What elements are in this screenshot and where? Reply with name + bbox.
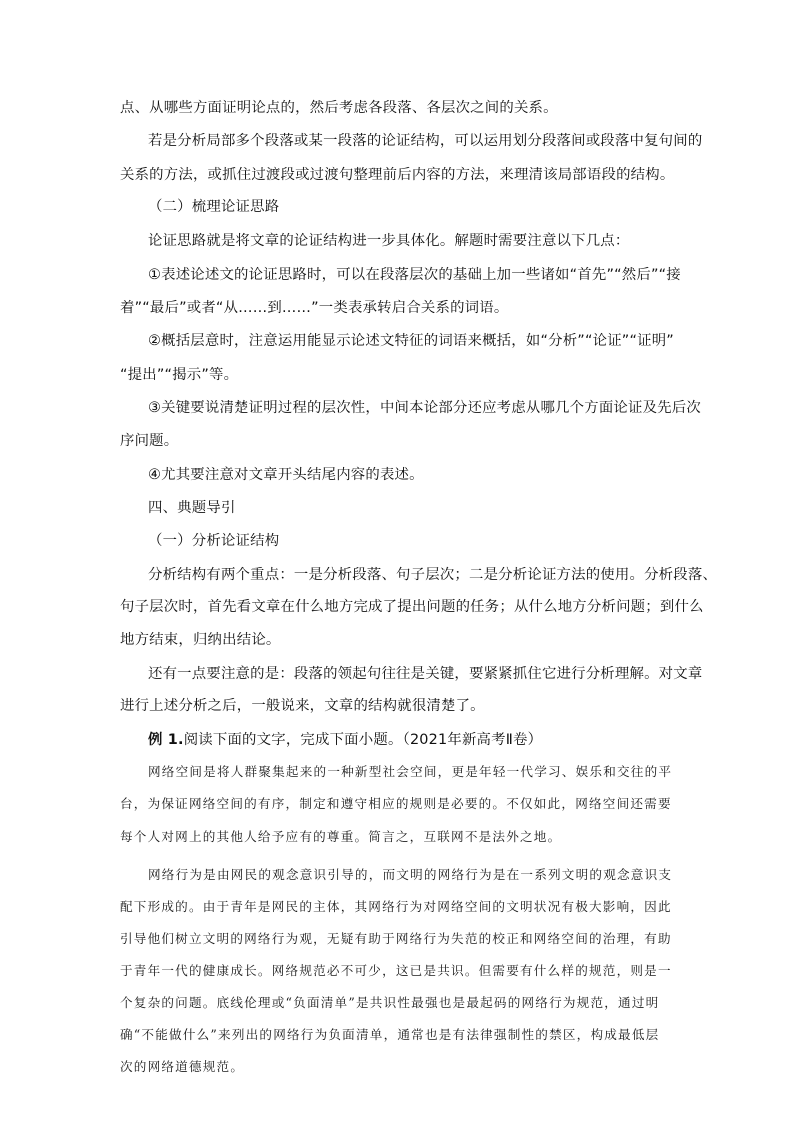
example-instruction: 阅读下面的文字，完成下面小题。（2021年新高考Ⅱ卷） <box>183 732 543 748</box>
point-1-line-1: ①表述论述文的论证思路时，可以在段落层次的基础上加一些诸如“首先”“然后”“接 <box>148 267 681 283</box>
structure-paragraph-line-3: 地方结束，归纳出结论。 <box>120 632 281 648</box>
note-paragraph-line-2: 进行上述分析之后，一般说来，文章的结构就很清楚了。 <box>120 698 485 714</box>
passage-paragraph-2-line-2: 配下形成的。由于青年是网民的主体，其网络行为对网络空间的文明状况有极大影响，因此 <box>120 899 672 914</box>
passage-paragraph-1-line-2: 台，为保证网络空间的有序，制定和遵守相应的规则是必要的。不仅如此，网络空间还需要 <box>120 796 672 811</box>
note-paragraph-line-1: 还有一点要注意的是：段落的领起句往往是关键，要紧紧抓住它进行分析理解。对文章 <box>148 666 703 682</box>
section-heading-argument-thinking: （二）梳理论证思路 <box>148 199 280 215</box>
passage-paragraph-2-line-6: 确“不能做什么”来列出的网络行为负面清单，通常也是有法律强制性的禁区，构成最低层 <box>120 1027 660 1042</box>
structure-paragraph-line-2: 句子层次时，首先看文章在什么地方完成了提出问题的任务；从什么地方分析问题；到什么 <box>120 599 704 615</box>
point-4: ④尤其要注意对文章开头结尾内容的表述。 <box>148 467 424 483</box>
passage-paragraph-2-line-3: 引导他们树立文明的网络行为观，无疑有助于网络行为失范的校正和网络空间的治理，有助 <box>120 931 672 946</box>
point-1-line-2: 着”“最后”或者“从……到……”一类表承转启合关系的词语。 <box>120 300 509 316</box>
passage-paragraph-2-line-5: 个复杂的问题。底线伦理或“负面清单”是共识性最强也是最起码的网络行为规范，通过明 <box>120 995 660 1010</box>
example-label: 例 1. <box>148 732 184 748</box>
point-2-line-1: ②概括层意时，注意运用能显示论述文特征的词语来概括，如“分析”“论证”“证明” <box>148 333 674 349</box>
paragraph-thinking-lead: 论证思路就是将文章的论证结构进一步具体化。解题时需要注意以下几点： <box>148 233 630 249</box>
point-3-line-1: ③关键要说清楚证明过程的层次性，中间本论部分还应考虑从哪几个方面论证及先后次 <box>148 400 701 416</box>
paragraph-continuation: 点、从哪些方面证明论点的，然后考虑各段落、各层次之间的关系。 <box>120 100 558 116</box>
passage-paragraph-1-line-3: 每个人对网上的其他人给予应有的尊重。简言之，互联网不是法外之地。 <box>120 829 562 844</box>
point-2-line-2: “提出”“揭示”等。 <box>120 367 239 383</box>
subsection-heading-analyze-structure: （一）分析论证结构 <box>148 533 280 549</box>
passage-paragraph-1-line-1: 网络空间是将人群聚集起来的一种新型社会空间，更是年轻一代学习、娱乐和交往的平 <box>148 764 673 779</box>
paragraph-local-structure-1: 若是分析局部多个段落或某一段落的论证结构，可以运用划分段落间或段落中复句间的 <box>148 133 703 149</box>
document-body <box>120 98 718 1074</box>
point-3-line-2: 序问题。 <box>120 433 179 449</box>
passage-paragraph-2-line-1: 网络行为是由网民的观念意识引导的，而文明的网络行为是在一系列文明的观念意识支 <box>148 867 673 882</box>
paragraph-local-structure-2: 关系的方法，或抓住过渡段或过渡句整理前后内容的方法，来理清该局部语段的结构。 <box>120 167 675 183</box>
example-instruction-line <box>120 730 680 750</box>
passage-paragraph-2-line-4: 于青年一代的健康成长。网络规范必不可少，这已是共识。但需要有什么样的规范，则是一 <box>120 963 672 978</box>
passage-paragraph-2-line-7: 次的网络道德规范。 <box>120 1059 245 1074</box>
section-heading-typical-examples: 四、典题导引 <box>148 500 236 516</box>
structure-paragraph-line-1: 分析结构有两个重点：一是分析段落、句子层次；二是分析论证方法的使用。分析段落、 <box>148 567 718 583</box>
